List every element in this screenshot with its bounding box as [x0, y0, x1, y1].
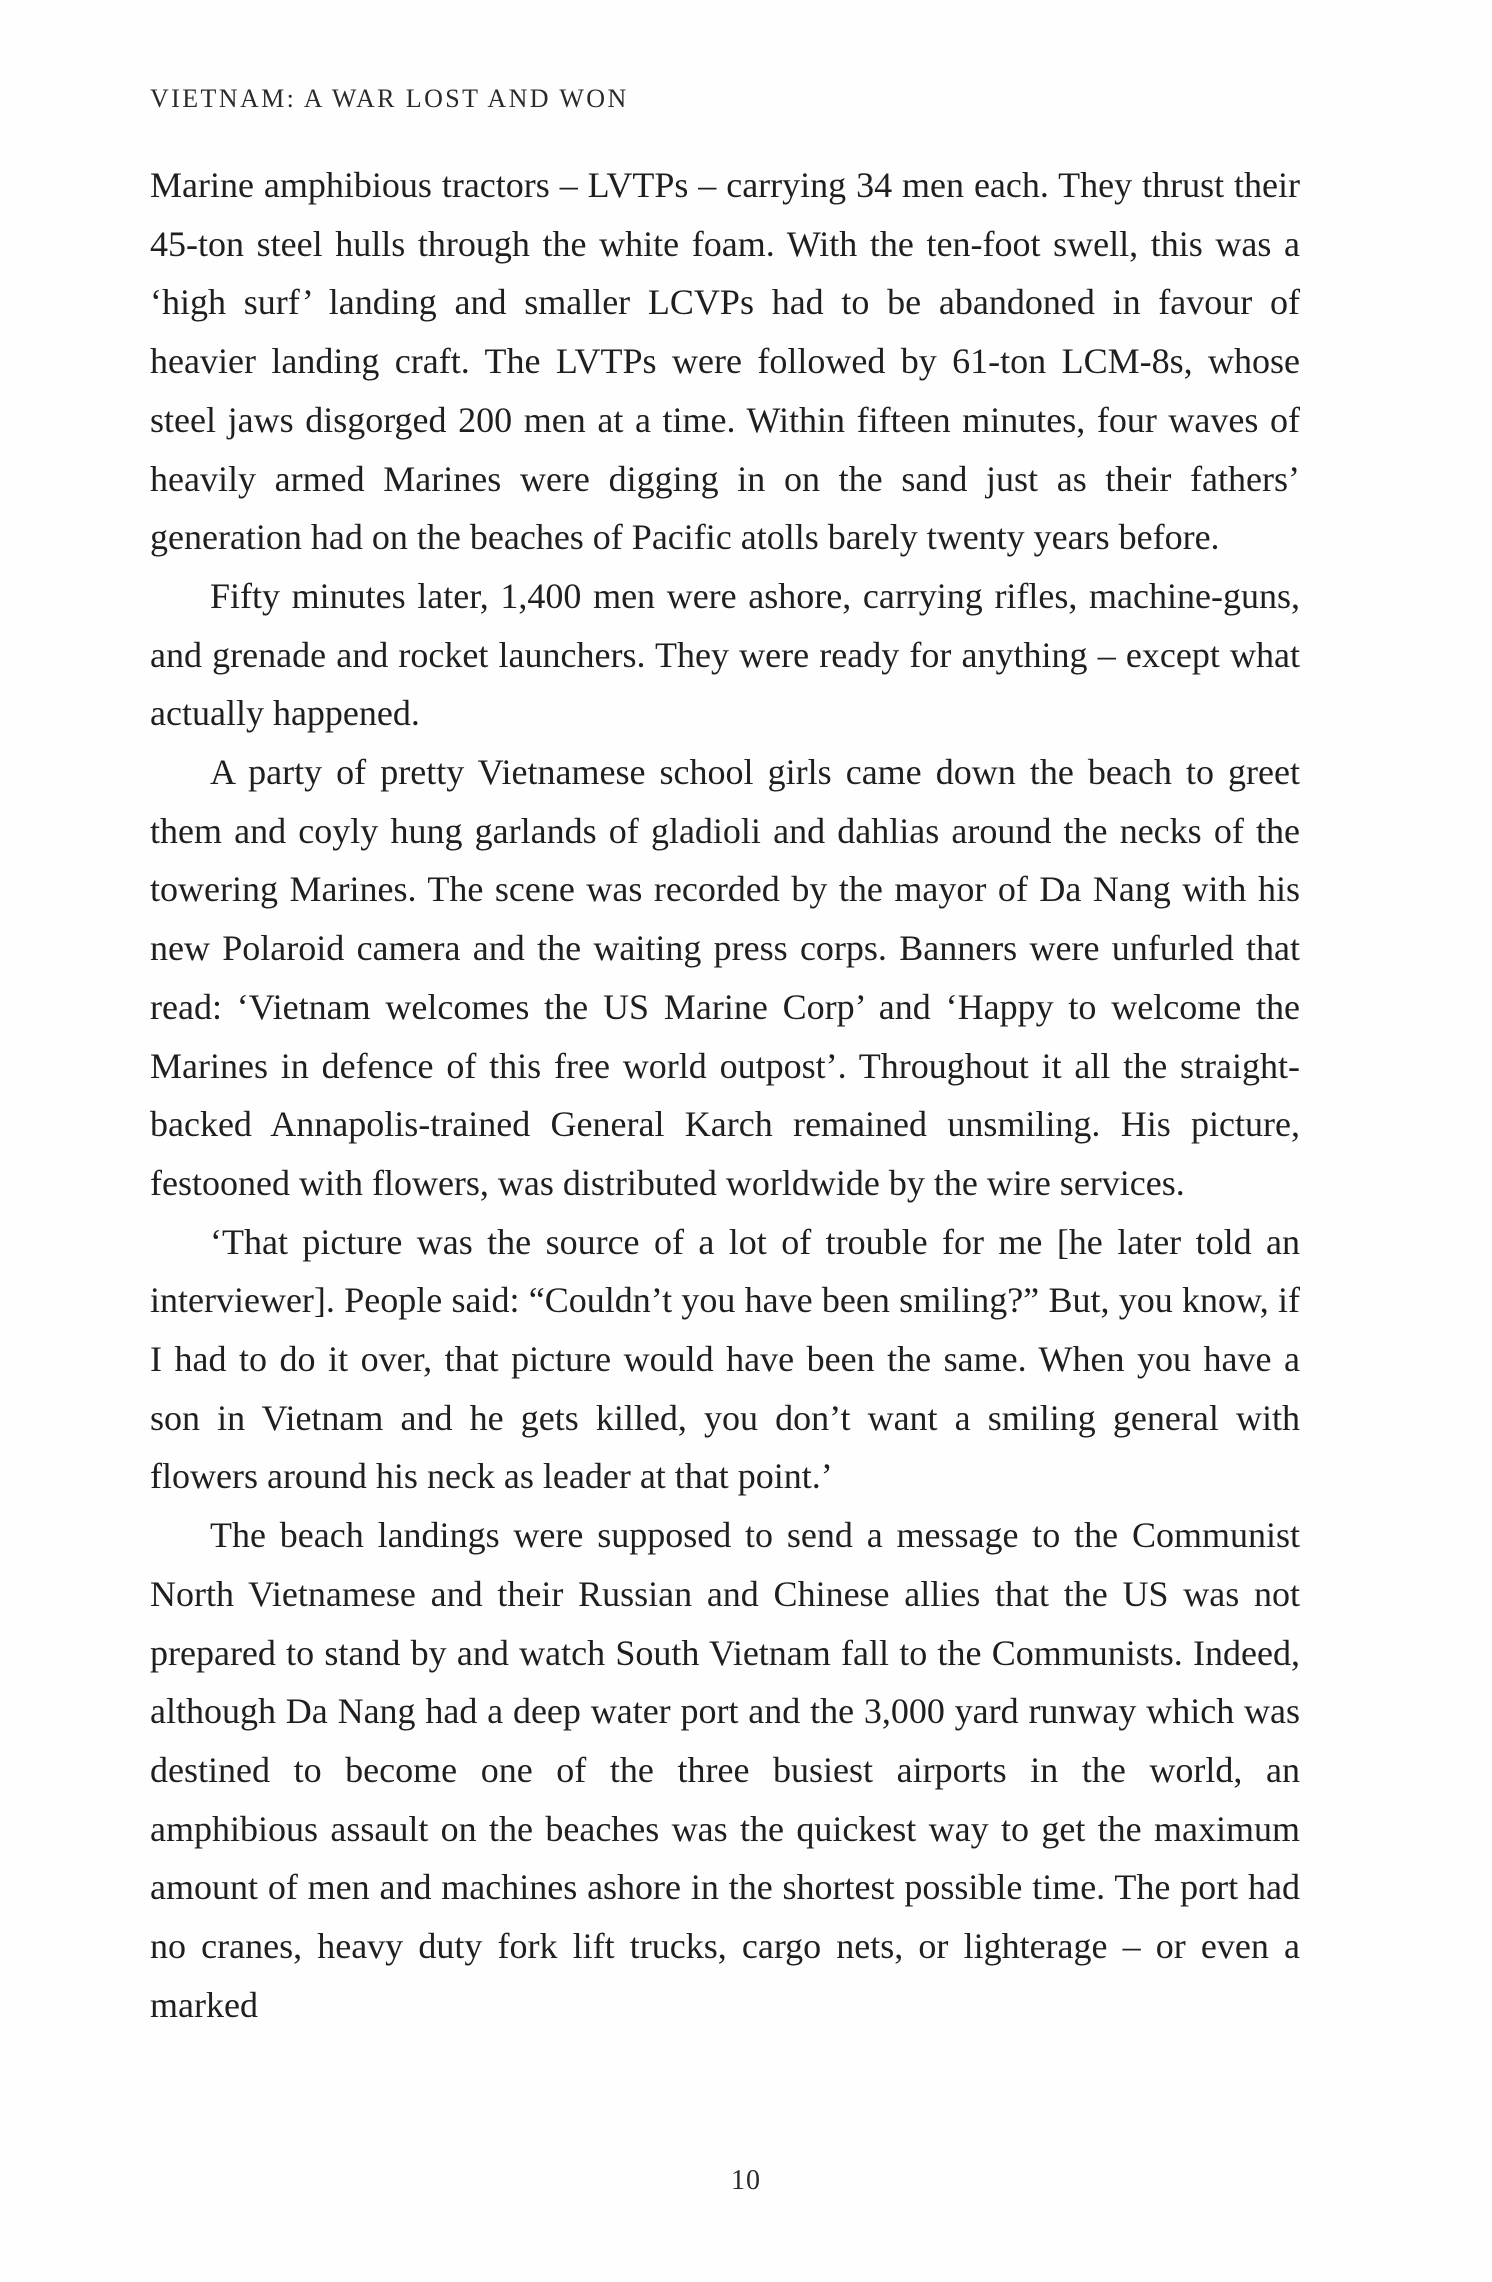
paragraph-4: ‘That picture was the source of a lot of trouble for me [he later told an interviewer]. People said: “Couldn’t you have been smiling?” But, you know, if I had to do it over, that picture would have been the same. When you have a son in Vietnam and he gets killed, you don’t want a smiling general with flowers around his neck as leader at that point.’ [150, 1221, 1300, 1497]
page-number: 10 [731, 2165, 761, 2196]
paragraph-5: The beach landings were supposed to send a message to the Communist North Vietnamese and their Russian and Chinese allies that the US was not prepared to stand by and watch South Vietnam fall to the Communists. Indeed, although Da Nang had a deep water port and the 3,000 yard runway which was destined to become one of the three busiest airports in the world, an amphibious assault on the beaches was the quickest way to get the maximum amount of men and machines ashore in the shortest possible time. The port had no cranes, heavy duty fork lift trucks, cargo nets, or lighterage – or even a marked [150, 1515, 1300, 2025]
paragraph-2: Fifty minutes later, 1,400 men were ashore, carrying rifles, machine-guns, and grenade and rocket launchers. They were ready for anything – except what actually happened. [150, 575, 1300, 734]
paragraph-3: A party of pretty Vietnamese school girls came down the beach to greet them and coyly hung garlands of gladioli and dahlias around the necks of the towering Marines. The scene was recorded by the mayor of Da Nang with his new Polaroid camera and the waiting press corps. Banners were unfurled that read: ‘Vietnam welcomes the US Marine Corp’ and ‘Happy to welcome the Marines in defence of this free world outpost’. Throughout it all the straight-backed Annapolis-trained General Karch remained unsmiling. His picture, festooned with flowers, was distributed worldwide by the wire services. [150, 752, 1300, 1203]
body-text [150, 156, 1300, 2035]
paragraph-1: Marine amphibious tractors – LVTPs – carrying 34 men each. They thrust their 45-ton steel hulls through the white foam. With the ten-foot swell, this was a ‘high surf’ landing and smaller LCVPs had to be abandoned in favour of heavier landing craft. The LVTPs were followed by 61-ton LCM-8s, whose steel jaws disgorged 200 men at a time. Within fifteen minutes, four waves of heavily armed Marines were digging in on the sand just as their fathers’ generation had on the beaches of Pacific atolls barely twenty years before. [150, 165, 1300, 558]
running-head: VIETNAM: A WAR LOST AND WON [150, 84, 629, 113]
